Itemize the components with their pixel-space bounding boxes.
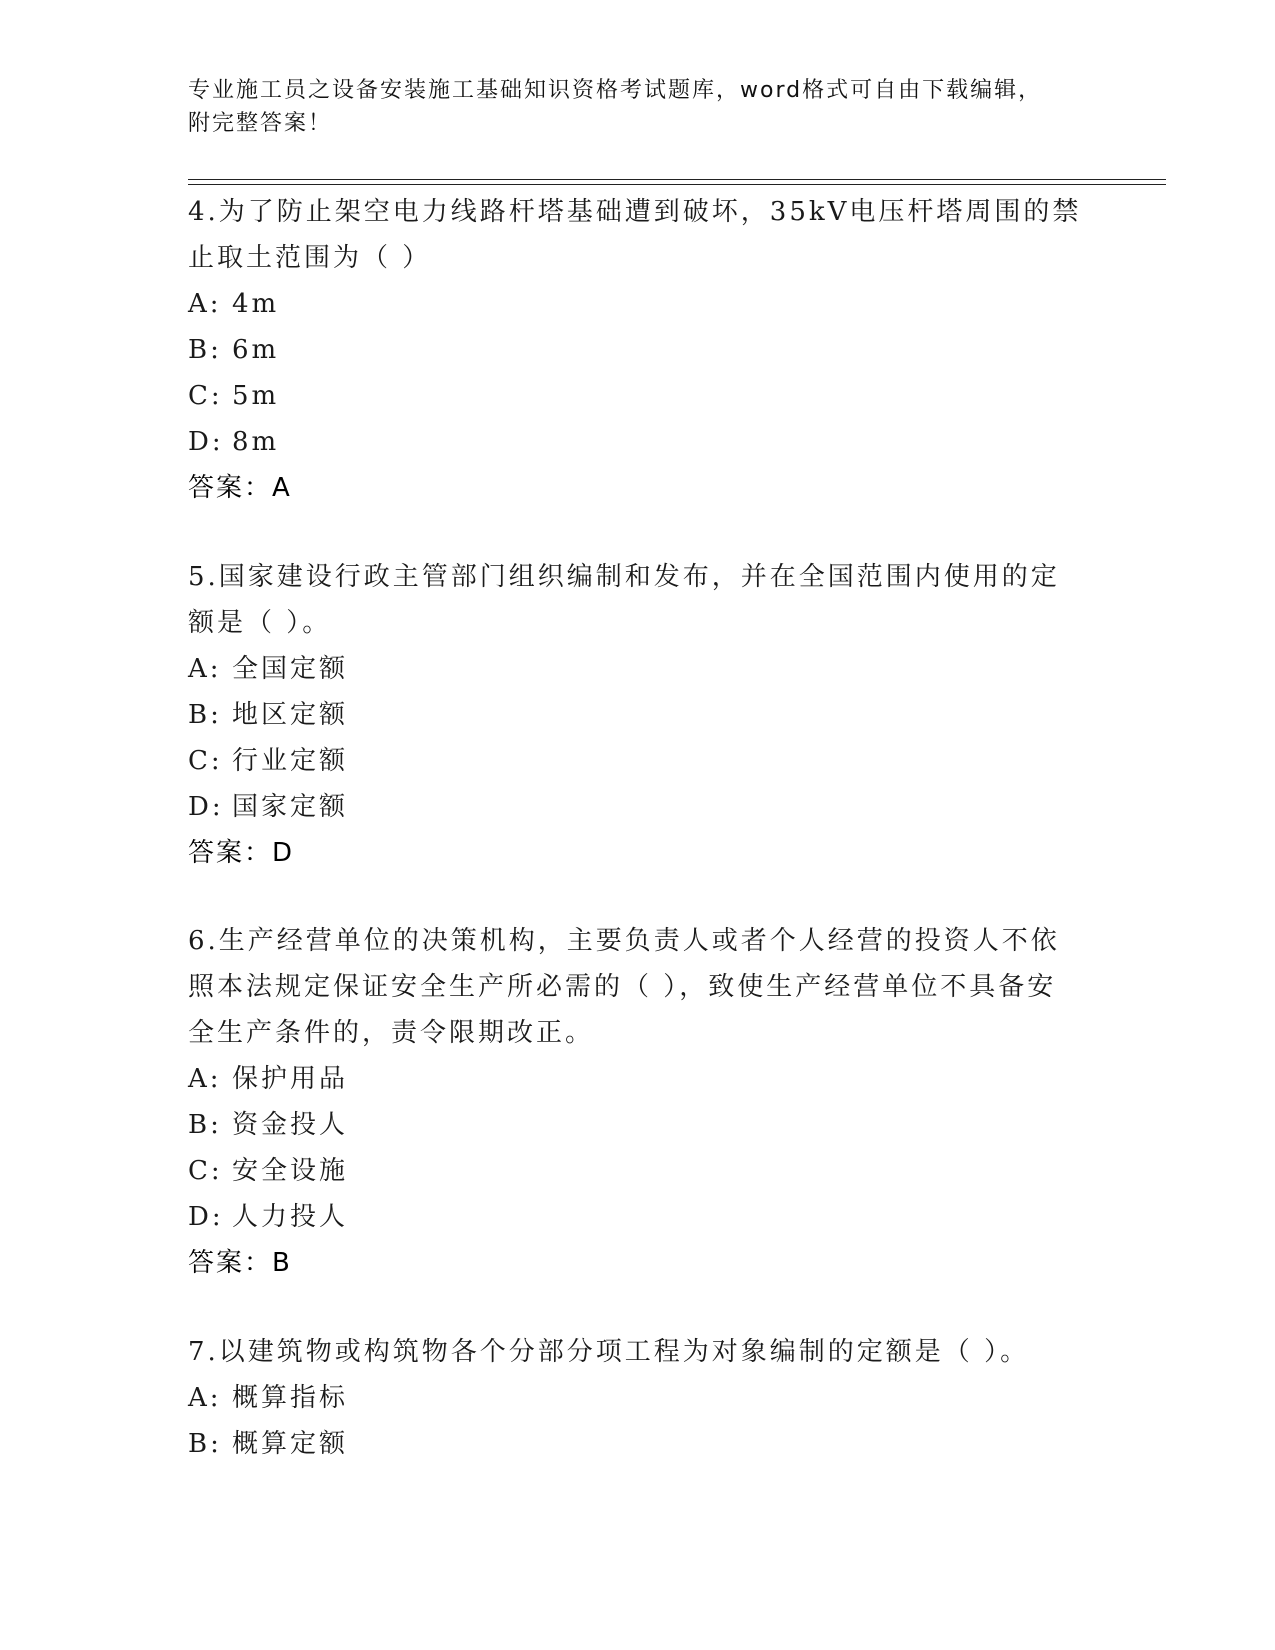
answer-line: 答案：D — [188, 838, 295, 868]
option-text: 保护用品 — [232, 1064, 349, 1094]
header-line-1: 专业施工员之设备安装施工基础知识资格考试题库，word格式可自由下载编辑， — [188, 78, 1043, 103]
question-stem-line: 止取土范围为（ ） — [188, 243, 432, 273]
option-key: B: — [188, 1110, 222, 1140]
option-text: 5m — [232, 381, 280, 411]
question-stem-line: 7.以建筑物或构筑物各个分部分项工程为对象编制的定额是（ ）。 — [188, 1337, 1030, 1367]
question-5 — [188, 554, 1108, 876]
option-a — [188, 281, 1108, 327]
option-a — [188, 1056, 1108, 1102]
option-key: A: — [188, 1383, 222, 1413]
option-key: B: — [188, 1429, 222, 1459]
option-key: C: — [188, 746, 223, 776]
option-d — [188, 784, 1108, 830]
option-key: B: — [188, 335, 222, 365]
answer-line: 答案：B — [188, 1248, 292, 1278]
option-text: 6m — [232, 335, 280, 365]
document-header — [188, 74, 1088, 140]
option-text: 概算指标 — [232, 1383, 349, 1413]
question-stem-line: 6.生产经营单位的决策机构，主要负责人或者个人经营的投资人不依 — [188, 926, 1060, 956]
option-key: C: — [188, 1156, 223, 1186]
option-text: 安全设施 — [232, 1156, 349, 1186]
option-text: 行业定额 — [232, 746, 349, 776]
option-b — [188, 692, 1108, 738]
option-text: 地区定额 — [232, 700, 349, 730]
question-7 — [188, 1329, 1108, 1467]
question-6 — [188, 918, 1108, 1286]
question-stem-line: 照本法规定保证安全生产所必需的（ ），致使生产经营单位不具备安 — [188, 972, 1057, 1002]
option-b — [188, 1102, 1108, 1148]
option-key: A: — [188, 654, 222, 684]
option-text: 概算定额 — [232, 1429, 349, 1459]
option-text: 资金投人 — [232, 1110, 349, 1140]
option-key: D: — [188, 1202, 224, 1232]
option-key: D: — [188, 792, 224, 822]
option-key: A: — [188, 1064, 222, 1094]
option-b — [188, 1421, 1108, 1467]
option-c — [188, 373, 1108, 419]
question-stem-line: 全生产条件的，责令限期改正。 — [188, 1018, 595, 1048]
option-text: 国家定额 — [232, 792, 349, 822]
header-divider-bottom — [188, 184, 1166, 185]
option-text: 人力投人 — [232, 1202, 349, 1232]
option-text: 8m — [232, 427, 280, 457]
question-4 — [188, 189, 1108, 511]
option-text: 全国定额 — [232, 654, 349, 684]
option-d — [188, 1194, 1108, 1240]
question-stem-line: 额是（ ）。 — [188, 608, 332, 638]
option-key: C: — [188, 381, 223, 411]
option-key: D: — [188, 427, 224, 457]
question-stem-line: 5.国家建设行政主管部门组织编制和发布，并在全国范围内使用的定 — [188, 562, 1060, 592]
option-c — [188, 1148, 1108, 1194]
header-divider-top — [188, 179, 1166, 180]
option-d — [188, 419, 1108, 465]
header-line-2: 附完整答案！ — [188, 111, 333, 136]
option-c — [188, 738, 1108, 784]
option-b — [188, 327, 1108, 373]
option-a — [188, 1375, 1108, 1421]
question-stem-line: 4.为了防止架空电力线路杆塔基础遭到破坏，35kV电压杆塔周围的禁 — [188, 197, 1082, 227]
option-key: A: — [188, 289, 222, 319]
option-key: B: — [188, 700, 222, 730]
option-a — [188, 646, 1108, 692]
answer-line: 答案：A — [188, 473, 292, 503]
option-text: 4m — [232, 289, 280, 319]
